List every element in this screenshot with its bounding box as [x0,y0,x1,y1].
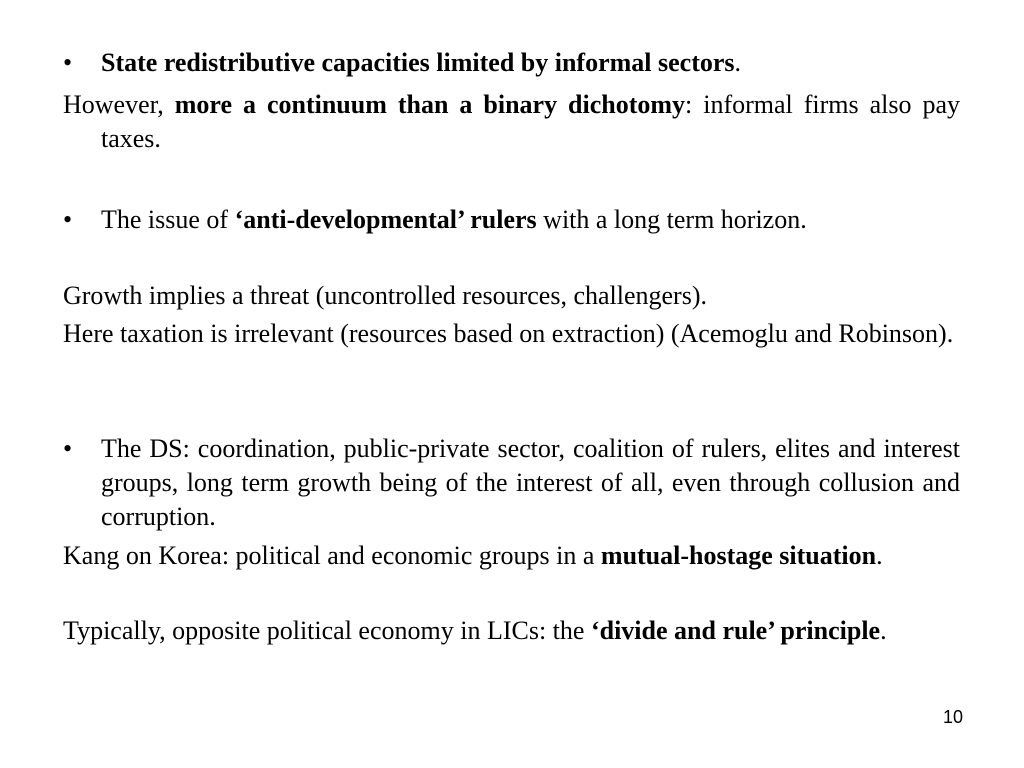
text-prefix: Typically, opposite political economy in LICs: the [63,616,591,645]
text-prefix: The issue of [101,205,235,234]
bold-text: ‘divide and rule’ principle [590,616,881,645]
paragraph-kang-korea [63,539,960,573]
paragraph-continuum [63,88,960,156]
text-prefix: However, [63,90,175,119]
bullet-anti-developmental [63,203,960,237]
text-suffix: . [734,48,742,77]
paragraph-divide-and-rule [63,614,960,648]
bold-text: State redistributive capacities limited by informal sectors [101,48,735,77]
bullet-marker: • [63,434,73,463]
bullet-state-redistributive [63,46,960,80]
paragraph-taxation-irrelevant [63,317,960,351]
text-prefix: Kang on Korea: political and economic groups in a [63,541,601,570]
page-number: 10 [942,707,963,727]
paragraph-text: The DS: coordination, public-private sector, coalition of rulers, elites and interest groups, long term growth being of the interest of all, even through collusion and corruption. [101,434,960,531]
text-suffix: . [876,541,883,570]
bold-text: mutual-hostage situation [600,541,877,570]
bullet-marker: • [63,205,73,234]
paragraph-text: Here taxation is irrelevant (resources based on extraction) (Acemoglu and Robinson). [63,319,954,348]
bullet-developmental-state [63,432,960,534]
paragraph-growth-threat [63,279,960,313]
bold-text: ‘anti-developmental’ rulers [234,205,537,234]
text-suffix: with a long term horizon. [536,205,807,234]
paragraph-text: Growth implies a threat (uncontrolled resources, challengers). [63,281,707,310]
bullet-marker: • [63,48,73,77]
bold-text: more a continuum than a binary dichotomy [174,90,686,119]
text-suffix: . [880,616,887,645]
text-suffix: : informal firms also pay taxes. [101,90,961,153]
